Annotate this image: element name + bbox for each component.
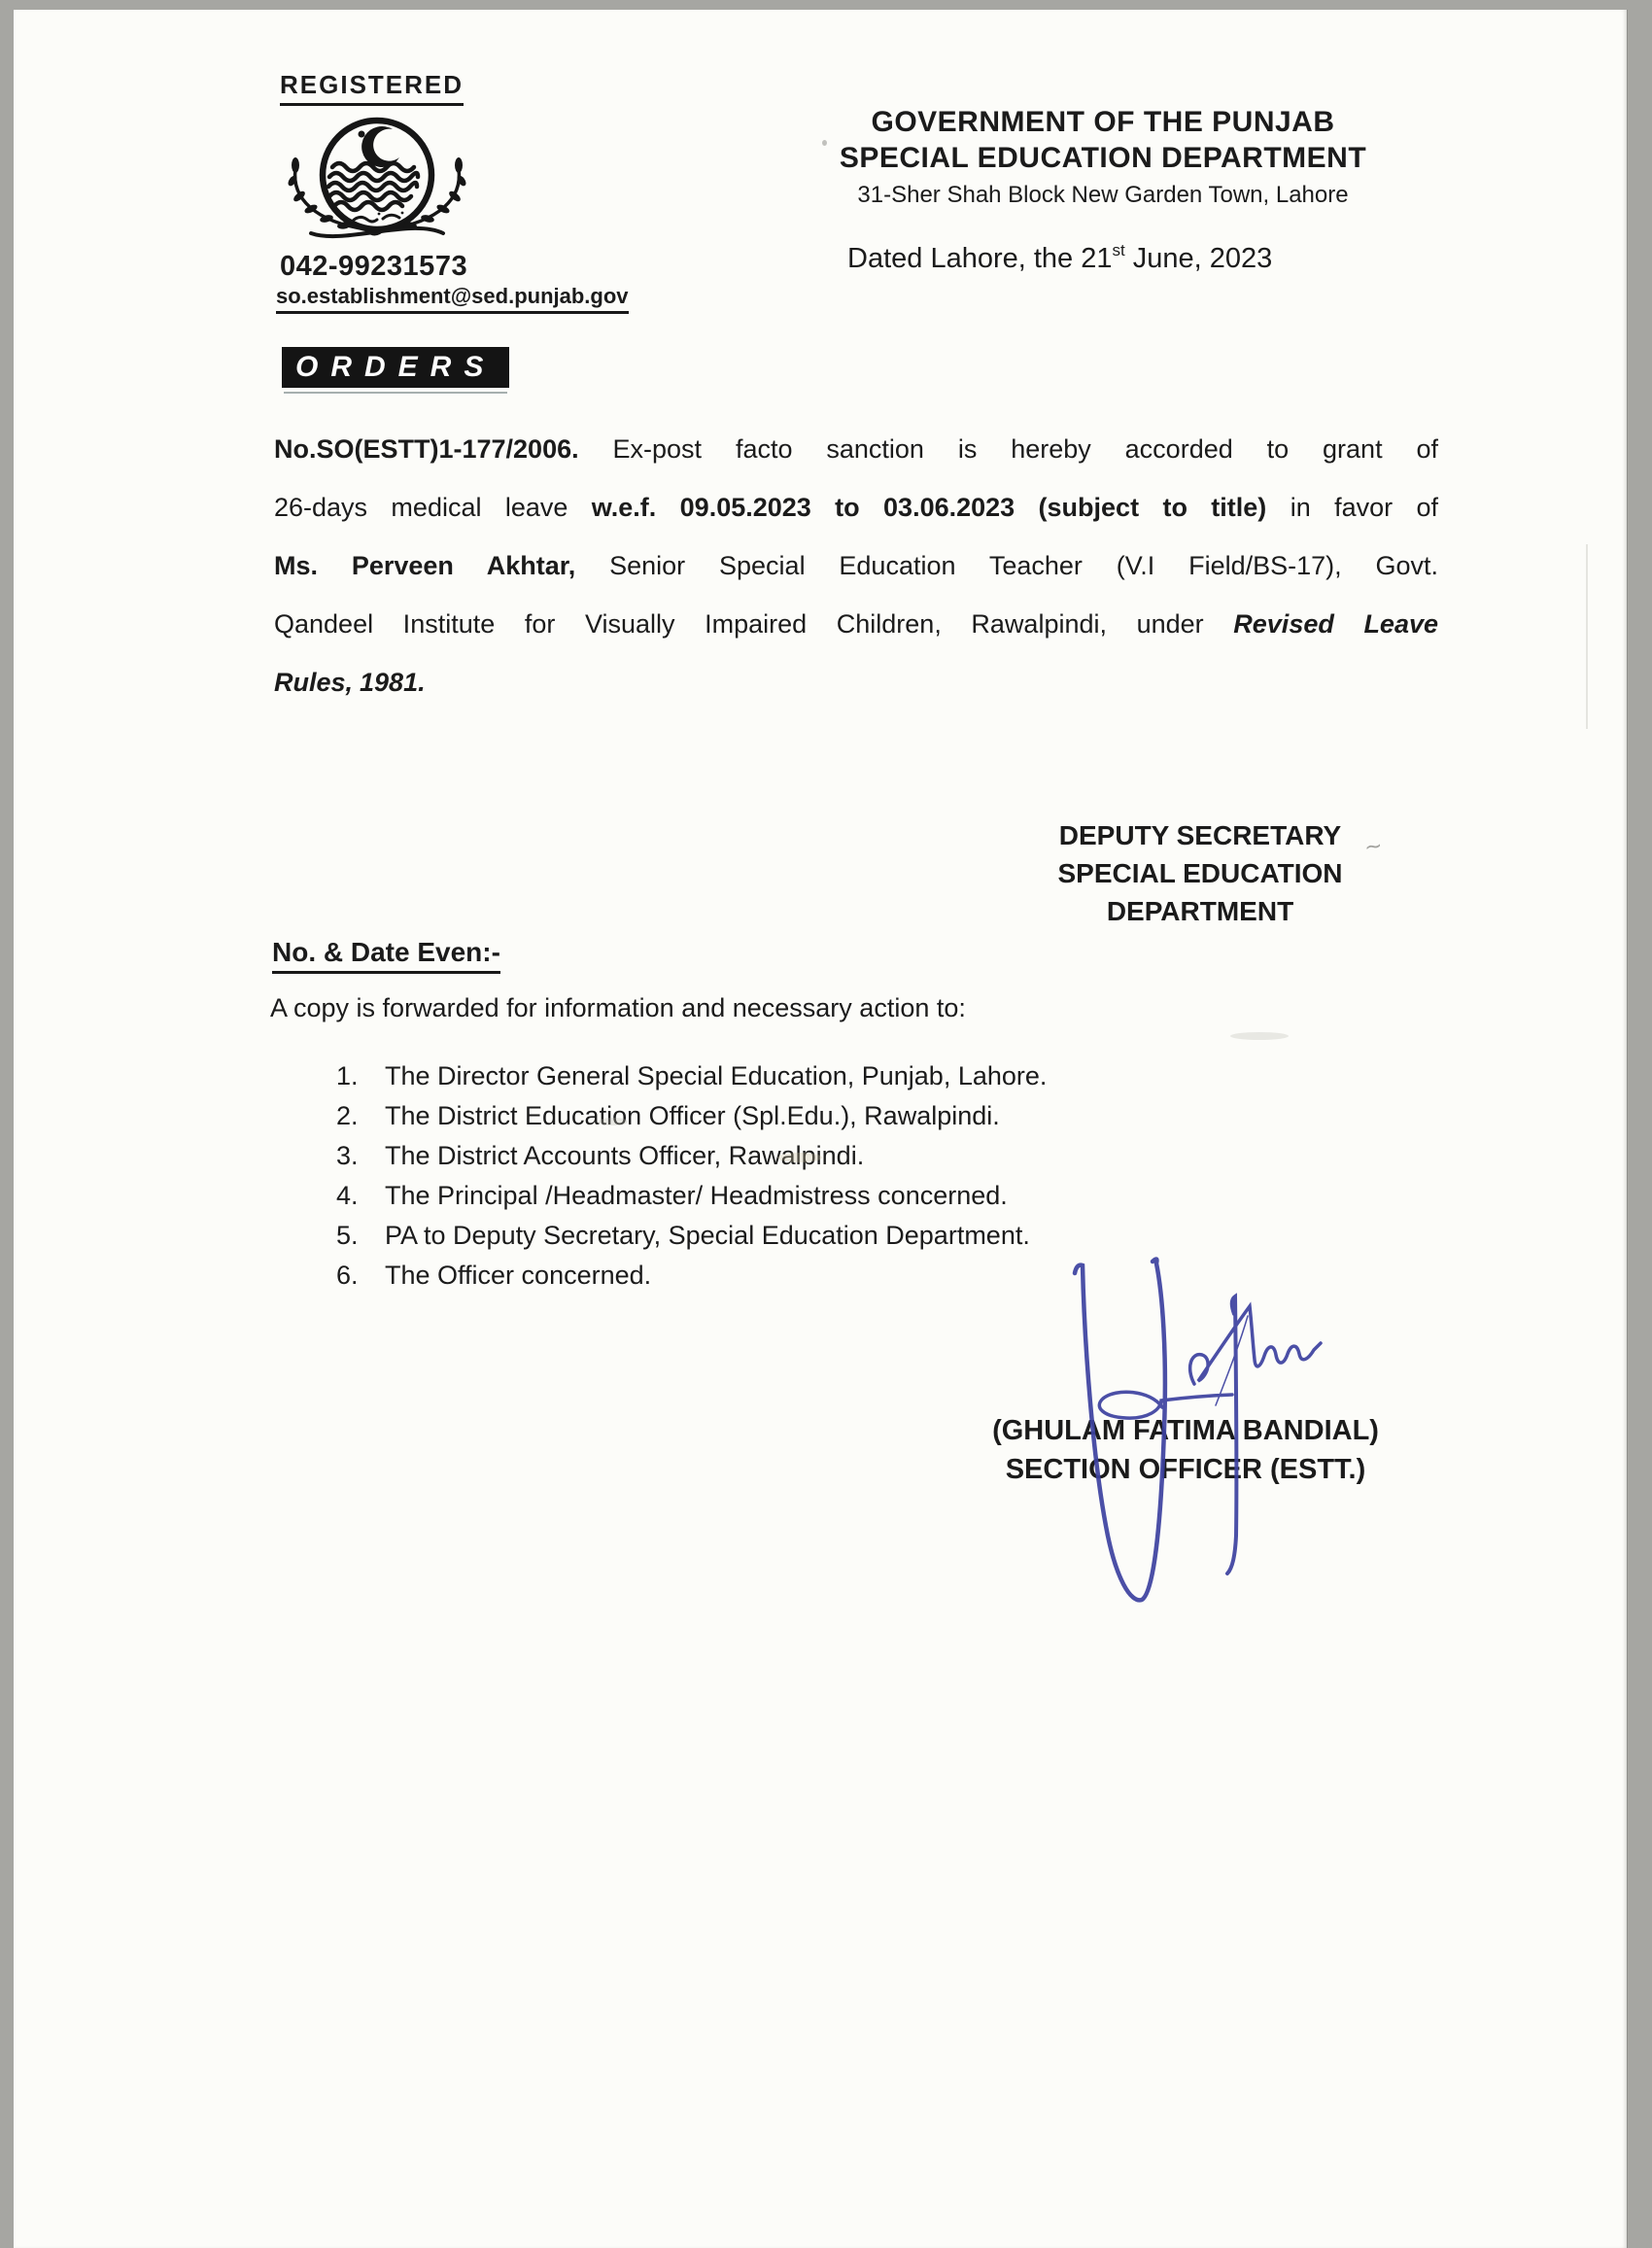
date-ordinal: st xyxy=(1112,241,1125,259)
distribution-item xyxy=(336,1141,864,1171)
order-text-segment: Qandeel Institute for Visually Impaired Children, Rawalpindi, under xyxy=(274,609,1234,639)
item-text: The District Education Officer (Spl.Edu.), Rawalpindi. xyxy=(385,1101,1000,1130)
order-text-segment: 26-days medical leave xyxy=(274,493,592,522)
item-number: 3. xyxy=(336,1141,359,1170)
order-paragraph-line xyxy=(274,595,1438,653)
punjab-government-crest-logo xyxy=(284,109,468,245)
scan-artifact-squiggle: ∼ xyxy=(1362,832,1385,860)
signatory-line: DEPARTMENT xyxy=(1106,896,1294,926)
item-text: PA to Deputy Secretary, Special Education Department. xyxy=(385,1221,1030,1250)
teacher-name: Ms. Perveen Akhtar, xyxy=(274,551,576,580)
date-suffix: June, 2023 xyxy=(1124,243,1273,274)
distribution-intro: A copy is forwarded for information and necessary action to: xyxy=(270,993,966,1022)
signatory-line: DEPUTY SECRETARY xyxy=(1058,820,1342,850)
signatory-designation-block xyxy=(1054,816,1346,930)
email-address: so.establishment@sed.punjab.gov xyxy=(276,284,629,314)
department-title: SPECIAL EDUCATION DEPARTMENT xyxy=(839,142,1367,174)
order-paragraph-line xyxy=(274,536,1438,595)
signatory-title: SECTION OFFICER (ESTT.) xyxy=(1005,1454,1366,1485)
department-address: 31-Sher Shah Block New Garden Town, Lahore xyxy=(857,182,1349,208)
item-text: The Principal /Headmaster/ Headmistress concerned. xyxy=(385,1181,1008,1210)
item-number: 6. xyxy=(336,1261,359,1290)
item-number: 2. xyxy=(336,1101,359,1130)
order-paragraph-line xyxy=(274,420,1438,478)
order-text-segment: Senior Special Education Teacher (V.I Field/BS-17), Govt. xyxy=(575,551,1439,580)
orders-underline xyxy=(284,392,507,394)
signature-name-block xyxy=(991,1411,1380,1489)
date-prefix: Dated Lahore, the 21 xyxy=(847,243,1113,274)
order-paragraph-line xyxy=(274,653,1438,711)
phone-number: 042-99231573 xyxy=(280,251,468,282)
item-number: 5. xyxy=(336,1221,359,1250)
item-text: The District Accounts Officer, Rawalpindi. xyxy=(385,1141,865,1170)
star-icon xyxy=(359,131,365,138)
leave-rules-reference: Revised Leave xyxy=(1233,609,1439,639)
order-paragraph xyxy=(274,420,1438,711)
order-paragraph-line xyxy=(274,478,1438,536)
distribution-heading: No. & Date Even:- xyxy=(272,937,500,974)
signatory-line: SPECIAL EDUCATION xyxy=(1057,858,1343,888)
distribution-item xyxy=(336,1221,1030,1251)
item-number: 4. xyxy=(336,1181,359,1210)
signatory-name: (GHULAM FATIMA BANDIAL) xyxy=(992,1415,1379,1446)
order-text-segment: in favor of xyxy=(1266,493,1439,522)
distribution-item xyxy=(336,1181,1008,1211)
order-text-segment: Ex-post facto sanction is hereby accorded to grant of xyxy=(578,434,1438,464)
distribution-item xyxy=(336,1101,1000,1131)
leave-dates: w.e.f. 09.05.2023 to 03.06.2023 (subject to title) xyxy=(591,493,1267,522)
leave-rules-reference: Rules, 1981. xyxy=(274,668,426,697)
date-line xyxy=(847,241,1272,275)
item-text: The Director General Special Education, Punjab, Lahore. xyxy=(385,1061,1048,1090)
distribution-item xyxy=(336,1061,1047,1091)
orders-heading: ORDERS xyxy=(282,347,509,388)
item-text: The Officer concerned. xyxy=(385,1261,652,1290)
crescent-icon xyxy=(361,126,399,167)
government-title: GOVERNMENT OF THE PUNJAB xyxy=(871,106,1335,138)
order-ref-number: No.SO(ESTT)1-177/2006. xyxy=(274,434,579,464)
department-header xyxy=(807,105,1399,210)
item-number: 1. xyxy=(336,1061,359,1090)
registered-label: REGISTERED xyxy=(280,70,464,106)
distribution-item xyxy=(336,1261,651,1291)
